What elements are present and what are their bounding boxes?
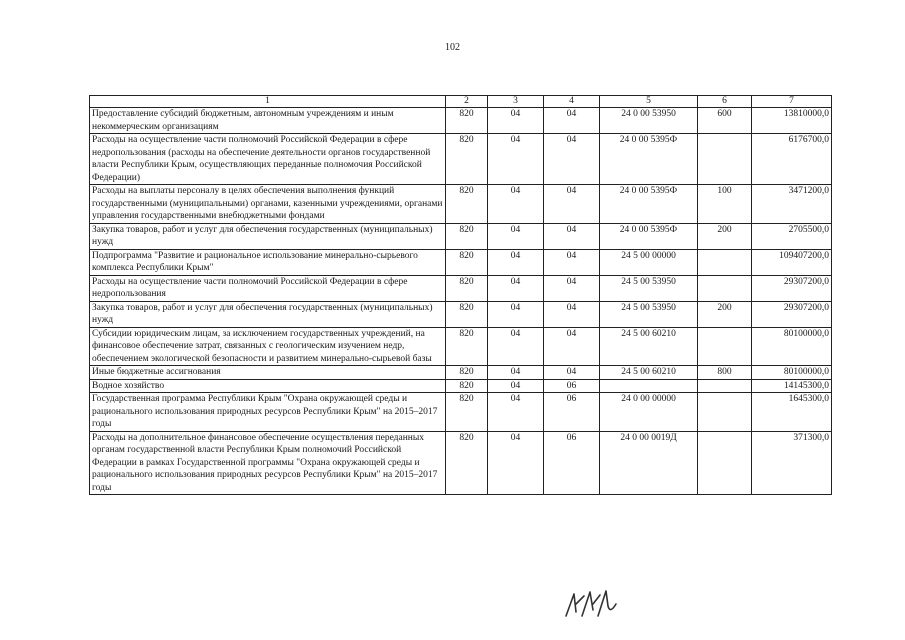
cell-code-6: 200: [698, 223, 752, 249]
cell-code-2: 820: [446, 393, 488, 432]
budget-table: [89, 95, 832, 495]
row-name: Субсидии юридическим лицам, за исключением государственных учреждений, на финансовое обеспечение затрат, связанных с геологическим изучением недр, обеспечением экологической безопасности и развитием минерально-сырьевой базы: [90, 327, 446, 366]
cell-code-6: 600: [698, 108, 752, 134]
cell-code-5: 24 0 00 00000: [600, 393, 698, 432]
cell-code-4: 04: [544, 366, 600, 380]
cell-code-2: 820: [446, 327, 488, 366]
row-name: Закупка товаров, работ и услуг для обеспечения государственных (муниципальных) нужд: [90, 301, 446, 327]
cell-code-2: 820: [446, 379, 488, 393]
cell-amount: 13810000,0: [752, 108, 832, 134]
row-name: Подпрограмма "Развитие и рациональное использование минерально-сырьевого комплекса Республики Крым": [90, 249, 446, 275]
cell-amount: 371300,0: [752, 431, 832, 495]
table-row: [90, 249, 832, 275]
column-header: 4: [544, 96, 600, 108]
cell-code-4: 06: [544, 379, 600, 393]
cell-code-6: 200: [698, 301, 752, 327]
row-name: Водное хозяйство: [90, 379, 446, 393]
cell-code-2: 820: [446, 185, 488, 224]
cell-code-5: 24 0 00 5395Ф: [600, 223, 698, 249]
column-header: 1: [90, 96, 446, 108]
cell-amount: 3471200,0: [752, 185, 832, 224]
cell-amount: 29307200,0: [752, 275, 832, 301]
cell-code-5: 24 0 00 0019Д: [600, 431, 698, 495]
cell-code-2: 820: [446, 108, 488, 134]
table-row: [90, 108, 832, 134]
cell-code-3: 04: [488, 327, 544, 366]
cell-code-2: 820: [446, 275, 488, 301]
column-header: 7: [752, 96, 832, 108]
row-name: Закупка товаров, работ и услуг для обеспечения государственных (муниципальных) нужд: [90, 223, 446, 249]
row-name: Расходы на выплаты персоналу в целях обеспечения выполнения функций государственными (муниципальными) органами, казенными учреждениями, органами управления государственными внебюджетными фондами: [90, 185, 446, 224]
table-row: [90, 366, 832, 380]
cell-code-5: 24 5 00 60210: [600, 366, 698, 380]
cell-code-6: 100: [698, 185, 752, 224]
cell-code-2: 820: [446, 223, 488, 249]
table-row: [90, 275, 832, 301]
table-row: [90, 223, 832, 249]
table-row: [90, 431, 832, 495]
cell-code-5: 24 0 00 53950: [600, 108, 698, 134]
cell-code-2: 820: [446, 301, 488, 327]
cell-code-6: [698, 327, 752, 366]
cell-code-5: 24 5 00 53950: [600, 275, 698, 301]
cell-code-2: 820: [446, 249, 488, 275]
cell-code-4: 06: [544, 431, 600, 495]
cell-code-4: 04: [544, 108, 600, 134]
cell-code-2: 820: [446, 134, 488, 185]
cell-code-4: 04: [544, 185, 600, 224]
row-name: Предоставление субсидий бюджетным, автономным учреждениям и иным некоммерческим организациям: [90, 108, 446, 134]
cell-code-5: 24 0 00 5395Ф: [600, 185, 698, 224]
cell-code-6: [698, 249, 752, 275]
row-name: Расходы на осуществление части полномочий Российской Федерации в сфере недропользования: [90, 275, 446, 301]
column-header: 5: [600, 96, 698, 108]
row-name: Расходы на осуществление части полномочий Российской Федерации в сфере недропользования (расходы на обеспечение деятельности органов государственной власти Республики Крым, осуществляющих переданные полномочия Российской Федерации): [90, 134, 446, 185]
table-row: [90, 301, 832, 327]
cell-code-3: 04: [488, 223, 544, 249]
cell-code-6: 800: [698, 366, 752, 380]
table-row: [90, 134, 832, 185]
column-header: 3: [488, 96, 544, 108]
cell-code-4: 04: [544, 275, 600, 301]
cell-code-6: [698, 431, 752, 495]
column-header: 2: [446, 96, 488, 108]
cell-code-3: 04: [488, 393, 544, 432]
cell-code-5: 24 0 00 5395Ф: [600, 134, 698, 185]
cell-code-3: 04: [488, 275, 544, 301]
cell-amount: 109407200,0: [752, 249, 832, 275]
cell-code-4: 04: [544, 249, 600, 275]
page-number: 102: [445, 42, 460, 53]
cell-code-4: 04: [544, 223, 600, 249]
handwritten-signature: [560, 586, 620, 622]
cell-code-5: 24 5 00 00000: [600, 249, 698, 275]
cell-code-4: 04: [544, 327, 600, 366]
table-row: [90, 393, 832, 432]
cell-amount: 1645300,0: [752, 393, 832, 432]
cell-amount: 2705500,0: [752, 223, 832, 249]
cell-code-6: [698, 379, 752, 393]
cell-code-3: 04: [488, 301, 544, 327]
cell-code-4: 04: [544, 301, 600, 327]
cell-code-3: 04: [488, 431, 544, 495]
cell-code-4: 04: [544, 134, 600, 185]
cell-code-6: [698, 134, 752, 185]
cell-code-3: 04: [488, 185, 544, 224]
cell-code-3: 04: [488, 249, 544, 275]
cell-code-2: 820: [446, 431, 488, 495]
cell-amount: 29307200,0: [752, 301, 832, 327]
cell-code-3: 04: [488, 134, 544, 185]
cell-code-3: 04: [488, 366, 544, 380]
row-name: Иные бюджетные ассигнования: [90, 366, 446, 380]
cell-amount: 80100000,0: [752, 366, 832, 380]
cell-code-5: [600, 379, 698, 393]
row-name: Расходы на дополнительное финансовое обеспечение осуществления переданных органам государственной власти Республики Крым полномочий Российской Федерации в рамках Государственной программы "Охрана окружающей среды и рационального использования природных ресурсов Республики Крым" на 2015–2017 годы: [90, 431, 446, 495]
cell-amount: 14145300,0: [752, 379, 832, 393]
cell-code-6: [698, 275, 752, 301]
cell-code-6: [698, 393, 752, 432]
cell-code-2: 820: [446, 366, 488, 380]
table-row: [90, 379, 832, 393]
row-name: Государственная программа Республики Крым "Охрана окружающей среды и рационального использования природных ресурсов Республики Крым" на 2015–2017 годы: [90, 393, 446, 432]
cell-code-3: 04: [488, 108, 544, 134]
cell-code-5: 24 5 00 60210: [600, 327, 698, 366]
column-header: 6: [698, 96, 752, 108]
cell-code-3: 04: [488, 379, 544, 393]
header-row: [90, 96, 832, 108]
cell-code-4: 06: [544, 393, 600, 432]
table-row: [90, 327, 832, 366]
cell-amount: 80100000,0: [752, 327, 832, 366]
cell-code-5: 24 5 00 53950: [600, 301, 698, 327]
table-row: [90, 185, 832, 224]
cell-amount: 6176700,0: [752, 134, 832, 185]
